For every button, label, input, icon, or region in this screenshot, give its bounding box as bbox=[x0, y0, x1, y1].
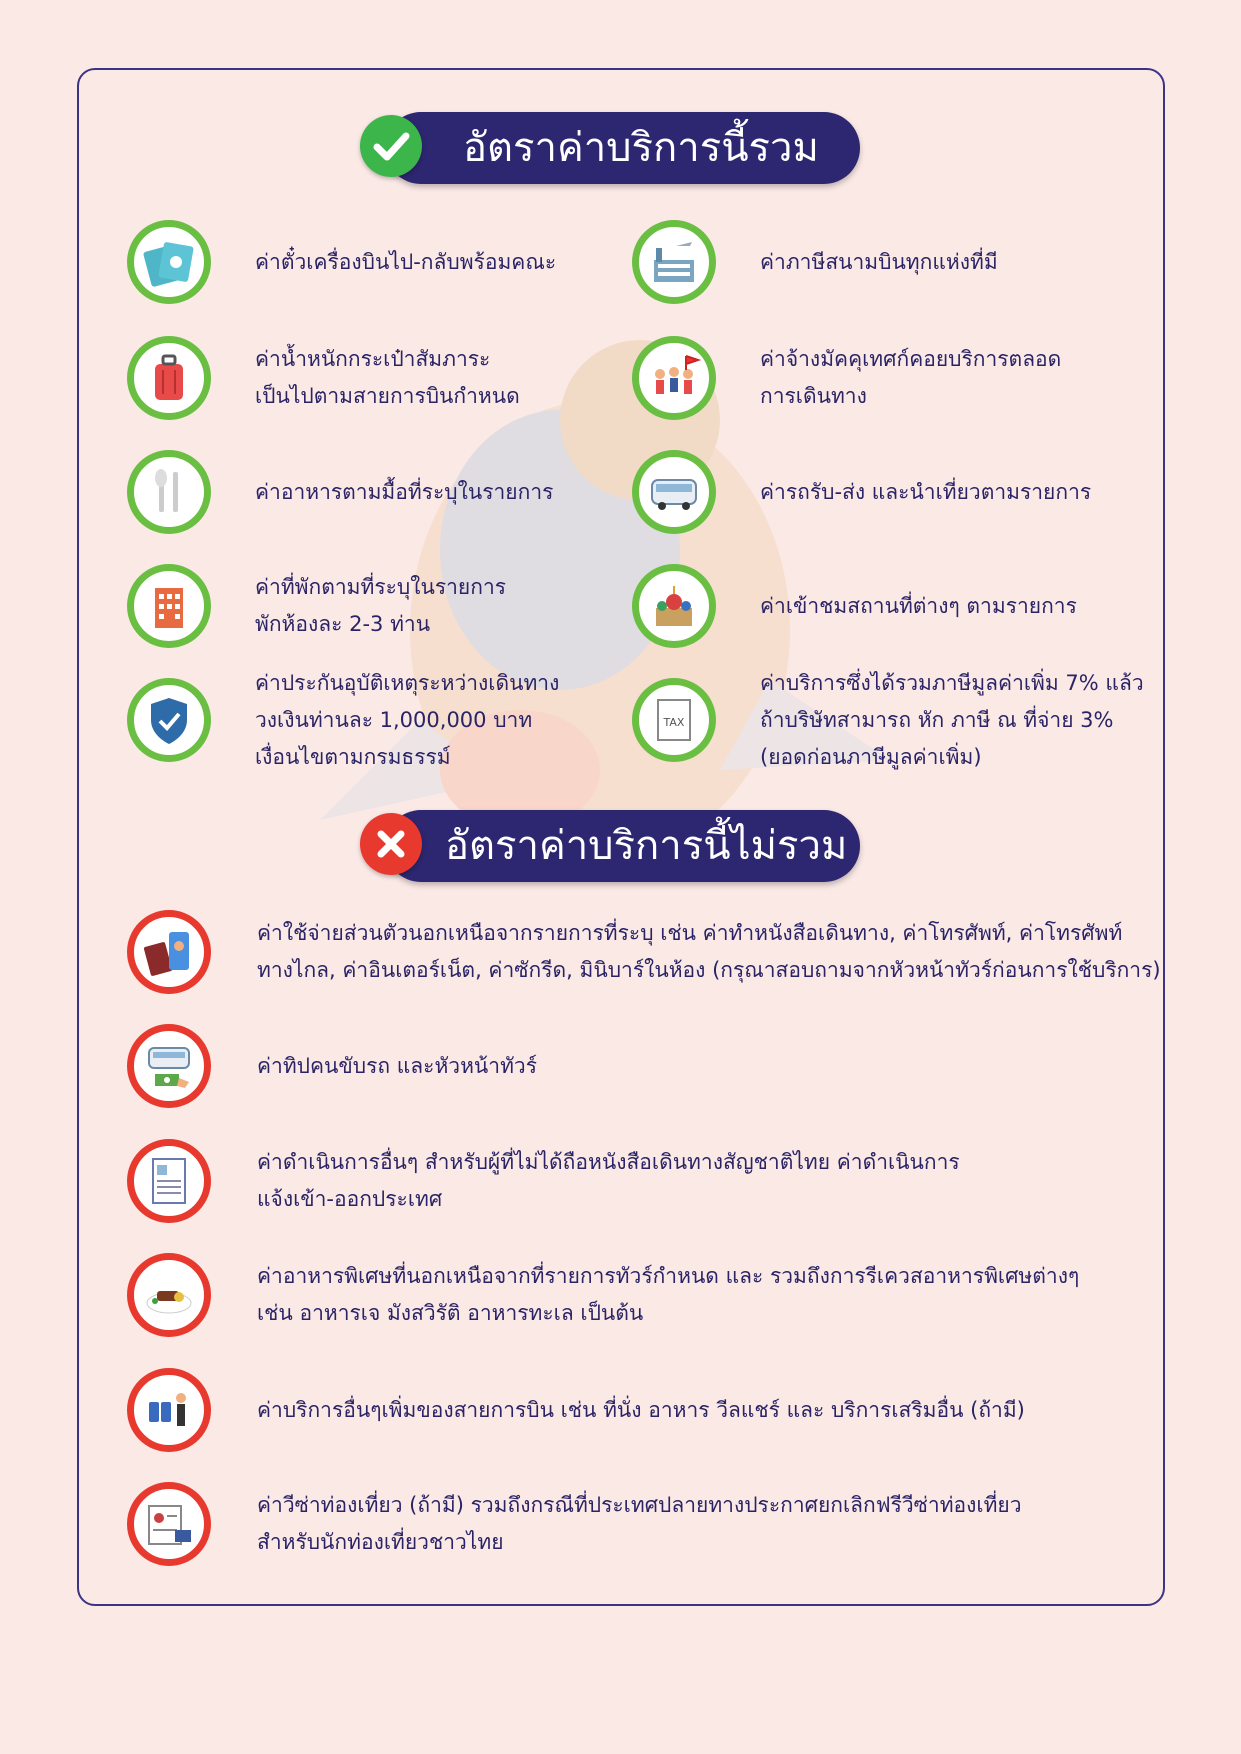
item-text-line: ค่าประกันอุบัติเหตุระหว่างเดินทาง bbox=[255, 670, 560, 695]
item-text bbox=[255, 569, 506, 643]
landmark-icon bbox=[646, 578, 702, 634]
item-icon-circle bbox=[127, 1139, 211, 1223]
shield-icon bbox=[141, 692, 197, 748]
item-text-line: ทางไกล, ค่าอินเตอร์เน็ต, ค่าซักรีด, มินิบาร์ในห้อง (กรุณาสอบถามจากหัวหน้าทัวร์ก่อนการใช้บริการ) bbox=[257, 958, 1161, 982]
item-text-line: การเดินทาง bbox=[760, 384, 867, 408]
item-text bbox=[760, 341, 1061, 415]
item-text bbox=[257, 1487, 1022, 1561]
item-icon-circle bbox=[127, 1482, 211, 1566]
luggage-icon bbox=[141, 350, 197, 406]
item-text-line: วงเงินท่านละ 1,000,000 บาท bbox=[255, 707, 533, 732]
item-text-line: เงื่อนไขตามกรมธรรม์ bbox=[255, 744, 451, 769]
item-text-line: ถ้าบริษัทสามารถ หัก ภาษี ณ ที่จ่าย 3% bbox=[760, 707, 1114, 732]
passport-phone-icon bbox=[141, 924, 197, 980]
excluded-title: อัตราค่าบริการนี้ไม่รวม bbox=[445, 823, 848, 869]
item-text-line: เป็นไปตามสายการบินกำหนด bbox=[255, 384, 520, 408]
excluded-banner bbox=[385, 810, 860, 882]
item-text bbox=[257, 915, 1161, 989]
item-text-line: ค่าอาหารพิเศษที่นอกเหนือจากที่รายการทัวร์กำหนด และ รวมถึงการรีเควสอาหารพิเศษต่างๆ bbox=[257, 1264, 1080, 1288]
item-text bbox=[257, 1048, 537, 1085]
item-text bbox=[255, 665, 559, 776]
airport-icon bbox=[646, 234, 702, 290]
item-text-line: ค่าทิปคนขับรถ และหัวหน้าทัวร์ bbox=[257, 1053, 537, 1078]
item-text-line: สำหรับนักท่องเที่ยวชาวไทย bbox=[257, 1530, 504, 1554]
item-text-line: ค่าใช้จ่ายส่วนตัวนอกเหนือจากรายการที่ระบุ เช่น ค่าทำหนังสือเดินทาง, ค่าโทรศัพท์, ค่าโทรศัพท์ bbox=[257, 921, 1123, 945]
item-text bbox=[255, 474, 553, 511]
tour-guide-icon bbox=[646, 350, 702, 406]
included-banner bbox=[385, 112, 860, 184]
item-icon-circle bbox=[127, 450, 211, 534]
cross-icon bbox=[360, 813, 422, 875]
item-icon-circle bbox=[632, 450, 716, 534]
item-text-line: ค่าตั๋วเครื่องบินไป-กลับพร้อมคณะ bbox=[255, 249, 557, 274]
included-title: อัตราค่าบริการนี้รวม bbox=[463, 125, 819, 171]
item-icon-circle bbox=[632, 678, 716, 762]
check-icon bbox=[360, 115, 422, 177]
document-icon bbox=[141, 1153, 197, 1209]
item-text-line: ค่าจ้างมัคคุเทศก์คอยบริการตลอด bbox=[760, 347, 1062, 371]
svg-text:TAX: TAX bbox=[663, 716, 685, 729]
item-icon-circle bbox=[632, 564, 716, 648]
bus-icon bbox=[646, 464, 702, 520]
item-text-line: ค่าภาษีสนามบินทุกแห่งที่มี bbox=[760, 249, 998, 274]
special-food-icon bbox=[141, 1267, 197, 1323]
item-text-line: ค่าบริการอื่นๆเพิ่มของสายการบิน เช่น ที่นั่ง อาหาร วีลแชร์ และ บริการเสริมอื่น (ถ้ามี) bbox=[257, 1397, 1025, 1422]
bus-tip-icon bbox=[141, 1038, 197, 1094]
item-icon-circle bbox=[127, 678, 211, 762]
airline-seat-icon bbox=[141, 1382, 197, 1438]
item-icon-circle bbox=[127, 1368, 211, 1452]
item-text-line: เช่น อาหารเจ มังสวิรัติ อาหารทะเล เป็นต้น bbox=[257, 1301, 644, 1325]
item-text-line: ค่าน้ำหนักกระเป๋าสัมภาระ bbox=[255, 347, 491, 371]
cross-badge bbox=[360, 813, 422, 875]
item-text-line: (ยอดก่อนภาษีมูลค่าเพิ่ม) bbox=[760, 744, 982, 769]
item-text-line: ค่าบริการซึ่งได้รวมภาษีมูลค่าเพิ่ม 7% แล้ว bbox=[760, 670, 1144, 695]
item-icon-circle bbox=[127, 564, 211, 648]
item-icon-circle bbox=[632, 336, 716, 420]
item-text-line: ค่าเข้าชมสถานที่ต่างๆ ตามรายการ bbox=[760, 593, 1077, 618]
item-text bbox=[760, 588, 1077, 625]
item-text-line: ค่าที่พักตามที่ระบุในรายการ bbox=[255, 575, 507, 599]
item-icon-circle bbox=[632, 220, 716, 304]
item-icon-circle bbox=[127, 220, 211, 304]
item-icon-circle bbox=[127, 1024, 211, 1108]
item-text-line: แจ้งเข้า-ออกประเทศ bbox=[257, 1187, 443, 1211]
visa-icon bbox=[141, 1496, 197, 1552]
item-icon-circle bbox=[127, 1253, 211, 1337]
item-text bbox=[760, 474, 1091, 511]
item-text bbox=[257, 1144, 960, 1218]
item-text bbox=[255, 341, 520, 415]
item-text bbox=[760, 665, 1144, 776]
item-text-line: ค่าอาหารตามมื้อที่ระบุในรายการ bbox=[255, 479, 554, 504]
item-icon-circle bbox=[127, 910, 211, 994]
item-text bbox=[255, 244, 556, 281]
check-badge bbox=[360, 115, 422, 177]
item-text-line: พักห้องละ 2-3 ท่าน bbox=[255, 612, 431, 636]
cutlery-icon bbox=[141, 464, 197, 520]
item-text bbox=[760, 244, 998, 281]
ticket-icon bbox=[141, 234, 197, 290]
tax-document-icon bbox=[646, 692, 702, 748]
item-icon-circle bbox=[127, 336, 211, 420]
hotel-icon bbox=[141, 578, 197, 634]
item-text-line: ค่าดำเนินการอื่นๆ สำหรับผู้ที่ไม่ได้ถือหนังสือเดินทางสัญชาติไทย ค่าดำเนินการ bbox=[257, 1150, 960, 1174]
item-text bbox=[257, 1392, 1025, 1429]
item-text bbox=[257, 1258, 1079, 1332]
item-text-line: ค่ารถรับ-ส่ง และนำเที่ยวตามรายการ bbox=[760, 479, 1092, 504]
item-text-line: ค่าวีซ่าท่องเที่ยว (ถ้ามี) รวมถึงกรณีที่ประเทศปลายทางประกาศยกเลิกฟรีวีซ่าท่องเที่ยว bbox=[257, 1493, 1022, 1517]
